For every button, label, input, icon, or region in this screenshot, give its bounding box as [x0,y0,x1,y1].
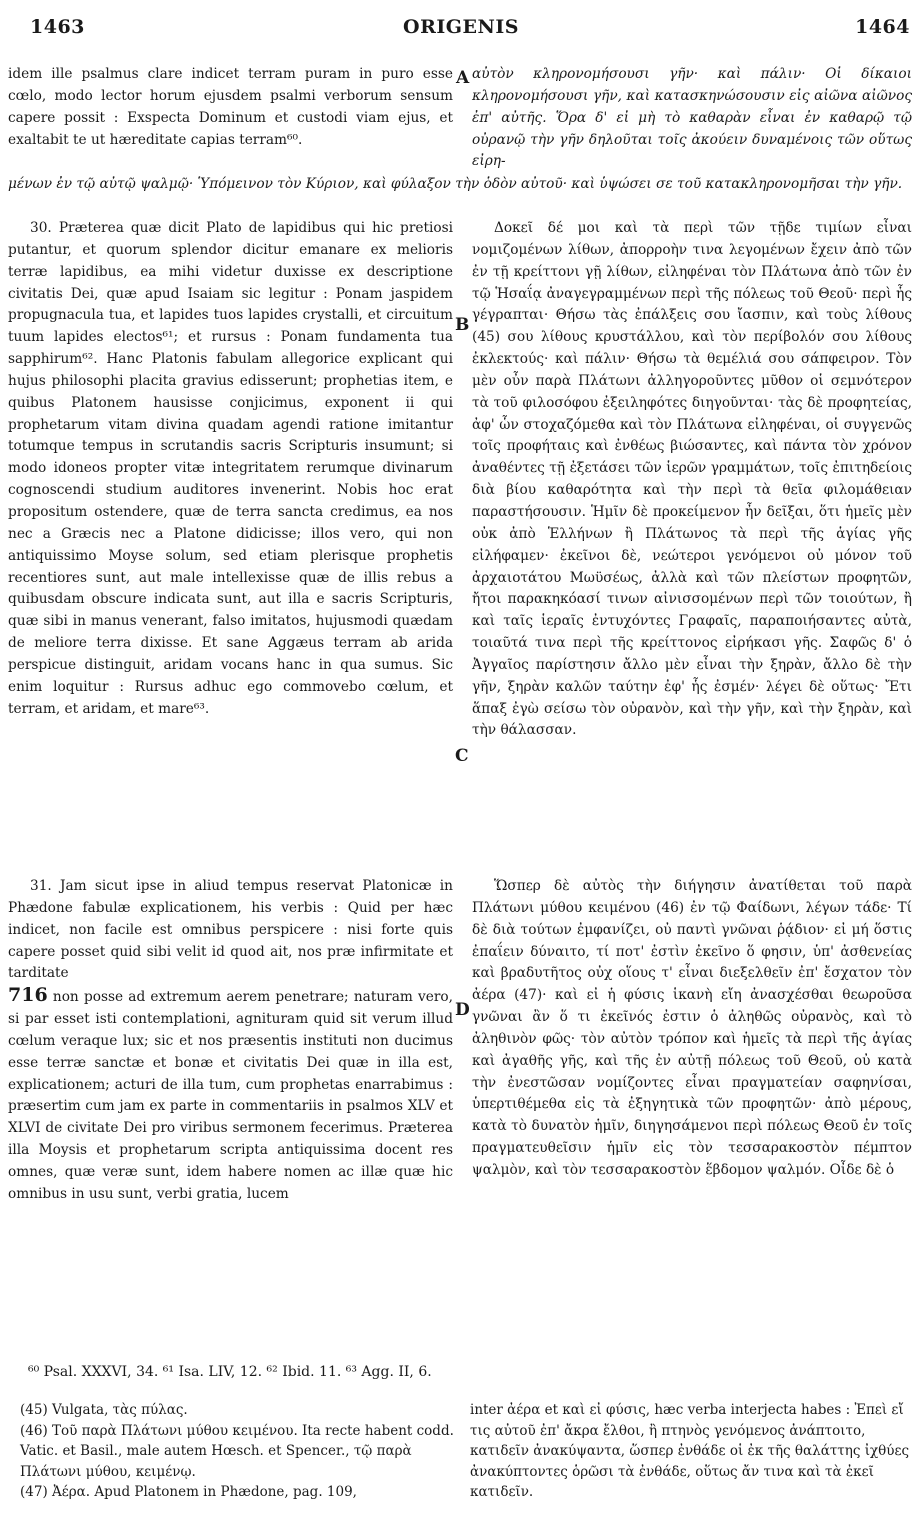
margin-marker-b: B [455,315,470,335]
critical-notes-right [470,1400,910,1503]
critical-notes-left [20,1400,456,1503]
page-marker-716: 716 [8,984,48,1007]
greek-paragraph: αὐτὸν κληρονομήσουσι γῆν· καὶ πάλιν· Οἱ δίκαιοι κληρονομήσουσι γῆν, καὶ κατασκηνώσουσιν εἰς αἰῶνα αἰῶνος ἐπ' αὐτῆς. Ὅρα δ' εἰ μὴ τὸ καθαρὰν εἶναι ἐν καθαρῷ τῷ οὐρανῷ τὴν γῆν δηλοῦται τοῖς ἀκούειν δυναμένοις τῶν οὕτως εἰρη- [472,66,912,170]
margin-marker-a: A [456,68,470,88]
latin-column-top [8,64,453,151]
latin-section-30: 30. Præterea quæ dicit Plato de lapidibus qui hic pretiosi putantur, et quorum splendor dicitur emanare ex melioris terræ lapidibus, ea mihi videtur duxisse ex descriptione civitatis Dei, quæ apud Isaiam sic legitur : Ponam jaspidem propugnacula tua, et lapides tuos lapides crystalli, et circuitum tuum lapides electos⁶¹; et rursus : Ponam fundamenta tua sapphirum⁶². Hanc Platonis fabulam allegorice explicant qui hujus philosophi placita gravius edisserunt; prophetias item, e quibus Platonem hausisse conjicimus, exponent ii qui prophetarum vitam divina quadam agendi ratione imitantur totumque tempus in scrutandis sacris Scripturis insumunt; si modo idoneos propter vitæ integritatem rerumque divinarum cognoscendi studium auditores invenerint. Nobis hoc erat propositum ostendere, quæ de terra sancta credimus, ea nos nec a Græcis nec a Platone didicisse; illos vero, qui non antiquissimo Moyse solum, sed etiam plerisque prophetis recentiores sunt, aut male intellexisse quæ de illis rebus a quibusdam obscure indicata sunt, aut illa e sacris Scripturis, quæ sibi in manus venerant, falso imitatos, hujusmodi quædam de meliore terra dixisse. Et sane Aggæus terram ab arida perspicue distinguit, aridam vocans hanc in qua sumus. Sic enim loquitur : Rursus adhuc ego commovebo cœlum, et terram, et aridam, et mare⁶³. [8,220,453,717]
scripture-footnotes: ⁶⁰ Psal. XXXVI, 34. ⁶¹ Isa. LIV, 12. ⁶² Ibid. 11. ⁶³ Agg. II, 6. [28,1364,432,1380]
left-page-number: 1463 [30,16,85,38]
latin-paragraph: idem ille psalmus clare indicet terram puram in puro esse cœlo, modo lector horum ejusdem psalmi verborum sensum capere possit : Exspecta Dominum et custodi viam ejus, et exaltabit te ut hæreditate capias terram⁶⁰. [8,66,453,148]
greek-full-width-line: μένων ἐν τῷ αὐτῷ ψαλμῷ· Ὑπόμεινον τὸν Κύριον, καὶ φύλαξον τὴν ὁδὸν αὐτοῦ· καὶ ὑψώσει σε τοῦ κατακληρονομῆσαι τὴν γῆν. [8,176,903,192]
running-title: ORIGENIS [403,16,519,38]
note-47-continued: inter ἀέρα et καὶ εἰ φύσις, hæc verba interjecta habes : Ἐπεὶ εἴ τις αὐτοῦ ἐπ' ἄκρα ἔλθοι, ἢ πτηνὸς γενόμενος ἀνάπτοιτο, κατιδεῖν ἀνακύψαντα, ὥσπερ ἐνθάδε οἱ ἐκ τῆς θαλάττης ἰχθύες ἀνακύπτοντες ὁρῶσι τὰ ἐνθάδε, οὕτως ἄν τινα καὶ τὰ ἐκεῖ κατιδεῖν. [470,1402,910,1500]
note-46: (46) Τοῦ παρὰ Πλάτωνι μύθου κειμένου. Ita recte habent codd. Vatic. et Basil., male autem Hœsch. et Spencer., τῷ παρὰ Πλάτωνι μύθου, κειμένῳ. [20,1422,454,1480]
margin-marker-d: D [455,1000,470,1020]
greek-column-section-30 [472,218,912,742]
margin-marker-c: C [455,746,469,766]
greek-column-section-31 [472,876,912,1182]
greek-section-30: Δοκεῖ δέ μοι καὶ τὰ περὶ τῶν τῇδε τιμίων εἶναι νομιζομένων λίθων, ἀπορροὴν τινα λεγομένων ἔχειν ἀπὸ τῶν ἐν τῇ κρείττονι γῇ λίθων, εἰληφέναι τὸν Πλάτωνα ἀπὸ τῶν ἐν τῷ Ἡσαΐᾳ ἀναγεγραμμένων περὶ τῆς πόλεως τοῦ Θεοῦ· περὶ ἧς γέγραπται· Θήσω τὰς ἐπάλξεις σου ἴασπιν, καὶ τοὺς λίθους (45) σου λίθους κρυστάλλου, καὶ τὸν περίβολόν σου λίθους ἐκλεκτούς· καὶ πάλιν· Θήσω τὰ θεμέλιά σου σάπφειρον. Τὸν μὲν οὖν παρὰ Πλάτωνι ἀλληγοροῦντες μῦθον οἱ σεμνότερον τὰ τοῦ φιλοσόφου ἐξειληφότες διηγοῦνται· τὰς δὲ προφητείας, ἀφ' ὧν στοχαζόμεθα καὶ τὸν Πλάτωνα εἰληφέναι, οἱ συγγενῶς τοῖς προφήταις καὶ ἐνθέως βιώσαντες, καὶ πάντα τὸν χρόνον ἀναθέντες τῇ ἐξετάσει τῶν ἱερῶν γραμμάτων, τοῖς ἐπιτηδείοις διὰ βίου καθαρότητα καὶ τὴν περὶ τὰ θεῖα φιλομάθειαν παραστήσουσιν. Ἡμῖν δὲ προκείμενον ἦν δεῖξαι, ὅτι ἡμεῖς μὲν οὐκ ἀπὸ Ἑλλήνων ἢ Πλάτωνος τὰ περὶ τῆς ἁγίας γῆς εἰλήφαμεν· ἐκεῖνοι δὲ, νεώτεροι γενόμενοι οὐ μόνον τοῦ ἀρχαιοτάτου Μωϋσέως, ἀλλὰ καὶ τῶν πλείστων προφητῶν, ἤτοι παρακηκόασί τινων αἰνισσομένων περὶ τῶν τοιούτων, ἢ καὶ ταῖς ἱεραῖς ἐντυχόντες Γραφαῖς, παραποιήσαντες αὐτὰ, τοιαῦτά τινα περὶ τῆς κρείττονος εἰρήκασι γῆς. Σαφῶς δ' ὁ Ἀγγαῖος παρίστησιν ἄλλο μὲν εἶναι τὴν ξηρὰν, ἄλλο δὲ τὴν γῆν, ξηρὰν καλῶν ταύτην ἐφ' ἧς ἐσμέν· λέγει δὲ οὕτως· Ἔτι ἅπαξ ἐγὼ σείσω τὸν οὐρανὸν, καὶ τὴν γῆν, καὶ τὴν ξηρὰν, καὶ τὴν θάλασσαν. [472,220,912,739]
greek-section-31: Ὥσπερ δὲ αὐτὸς τὴν διήγησιν ἀνατίθεται τοῦ παρὰ Πλάτωνι μύθου κειμένου (46) ἐν τῷ Φαίδωνι, λέγων τάδε· Τί δὲ διὰ τούτων ἐμφανίζει, οὐ παντὶ γνῶναι ῥᾴδιον· εἰ μή ὅστις ἐπαΐειν δύναιτο, τί ποτ' ἐστὶν ἐκεῖνο ὅ φησιν, ὑπ' ἀσθενείας καὶ βραδυτῆτος οὐχ οἵους τ' εἶναι διεξελθεῖν ἐπ' ἔσχατον τὸν ἀέρα (47)· καὶ εἰ ἡ φύσις ἱκανὴ εἴη ἀνασχέσθαι θεωροῦσα γνῶναι ἂν ὅ τι ἐκεῖνός ἐστιν ὁ ἀληθῶς οὐρανὸς, καὶ τὸ ἀληθινὸν φῶς· τὸν αὐτὸν τρόπον καὶ ἡμεῖς τὰ περὶ τῆς ἁγίας καὶ ἀγαθῆς γῆς, καὶ τῆς ἐν αὐτῇ πόλεως τοῦ Θεοῦ, οὐ κατὰ τὴν ἐνεστῶσαν νομίζοντες εἶναι πραγματείαν σαφηνίσαι, ὑπερτιθέμεθα εἰς τὰ ἐξηγητικὰ τῶν προφητῶν· ἀπὸ μέρους, κατὰ τὸ δυνατὸν ἡμῖν, διηγησάμενοι περὶ πόλεως Θεοῦ ἐν τοῖς πραγματευθεῖσιν ἡμῖν εἰς τὸν τεσσαρακοστὸν πέμπτον ψαλμὸν, καὶ τὸν τεσσαρακοστὸν ἕβδομον ψαλμόν. Οἶδε δὲ ὁ [472,878,912,1178]
note-45: (45) Vulgata, τὰς πύλας. [20,1402,188,1418]
greek-column-top [472,64,912,173]
right-page-number: 1464 [855,16,910,38]
latin-section-31-part-1: 31. Jam sicut ipse in aliud tempus reservat Platonicæ in Phædone fabulæ explicationem, his verbis : Quid per hæc indicet, non facile est omnibus perspicere : nisi forte quis capere posset quid sibi velit id quod ait, nos præ infirmitate et tarditate [8,878,453,982]
latin-section-31-text: non posse ad extremum aerem penetrare; naturam vero, si par esset isti contemplationi, agnituram quid sit verum illud cœlum veraque lux; sic et nos præsentis instituti non ducimus esse terræ sanctæ et bonæ et civitatis Dei quæ in illa est, explicationem; acturi de illa tum, cum prophetas enarrabimus : præsertim cum jam ex parte in commentariis in psalmos XLV et XLVI de civitate Dei pro viribus sermonem fecerimus. Præterea illa Moysis et prophetarum scripta antiquissima docent res omnes, quæ veræ sunt, idem habere nomen ac illæ quæ hic omnibus in usu sunt, verbi gratia, lucem [8,989,453,1202]
latin-column-section-31 [8,876,453,1206]
latin-column-section-30 [8,218,453,720]
latin-section-31-part-2 [8,985,453,1205]
note-47: (47) Ἀέρα. Apud Platonem in Phædone, pag. 109, [20,1484,357,1500]
